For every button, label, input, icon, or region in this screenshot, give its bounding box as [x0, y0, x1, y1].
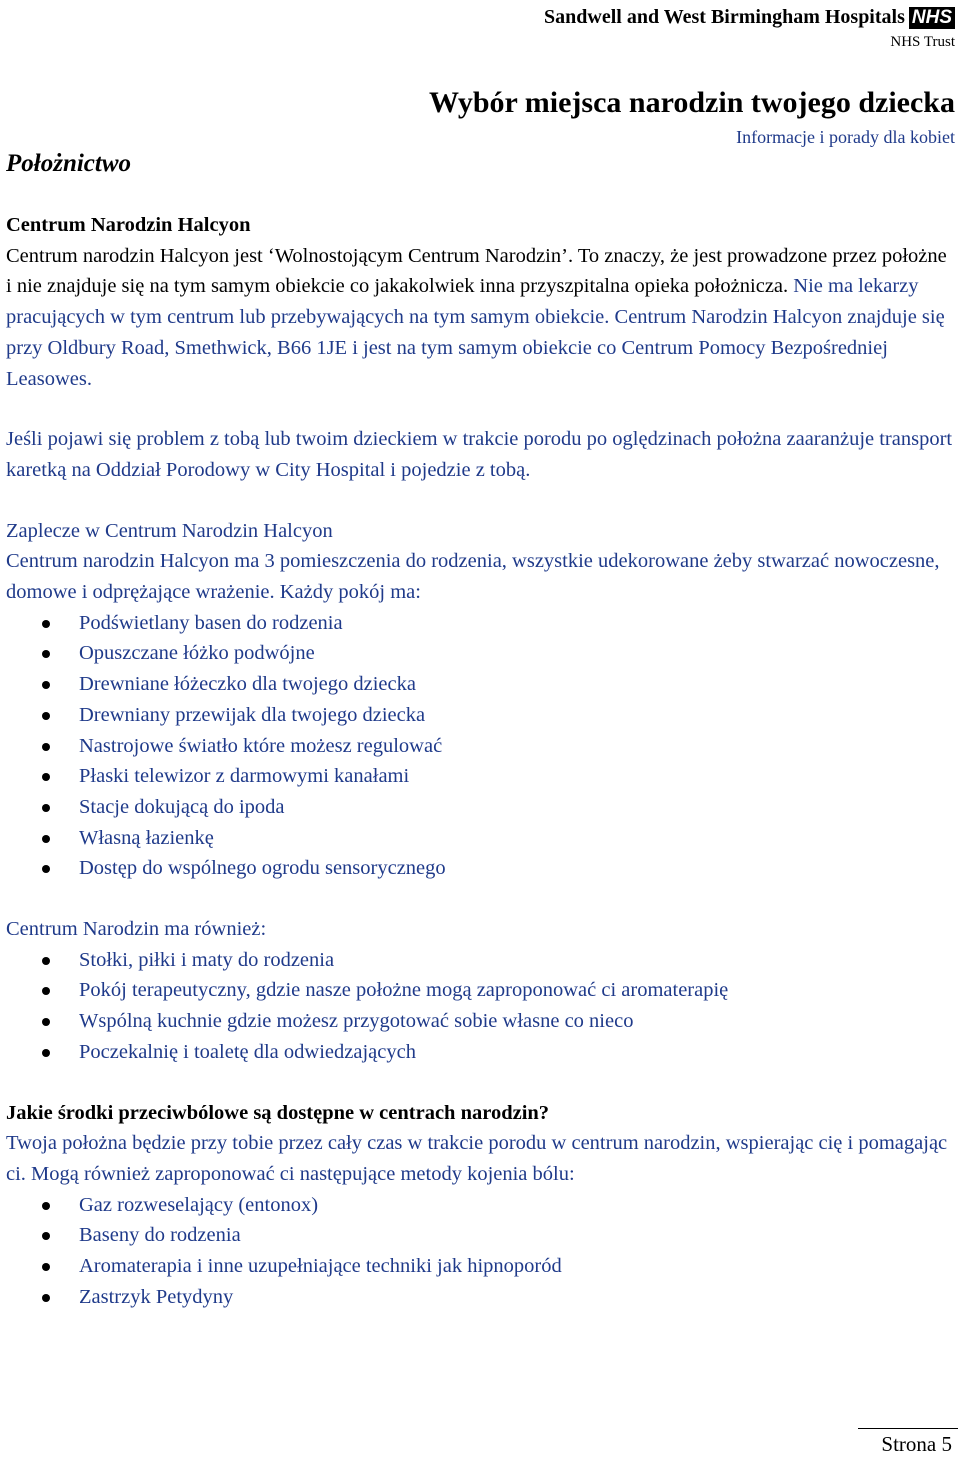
list-item [6, 761, 956, 792]
bullet-icon [42, 1018, 50, 1026]
bullet-icon [42, 835, 50, 843]
pain-relief-list [6, 1190, 956, 1313]
list-item [6, 1006, 956, 1037]
nhs-logo: NHS [909, 7, 955, 29]
bullet-icon [42, 650, 50, 658]
paragraph-pain-relief-intro: Twoja położna będzie przy tobie przez cały czas w trakcie porodu w centrum narodzin, wspierając cię i pomagając ci. Mogą również zaproponować ci następujące metody kojenia bólu: [6, 1132, 948, 1185]
bullet-icon [42, 957, 50, 965]
bullet-icon [42, 773, 50, 781]
org-header [544, 6, 955, 29]
section-heading-halcyon: Centrum Narodzin Halcyon [6, 214, 251, 236]
list-item [6, 608, 956, 639]
list-item-text: Nastrojowe światło które możesz regulować [79, 734, 443, 757]
list-item-text: Zastrzyk Petydyny [79, 1285, 234, 1308]
list-item-text: Gaz rozweselający (entonox) [79, 1193, 319, 1216]
paragraph-halcyon-intro-part3: Centrum Narodzin Halcyon znajduje się przy Oldbury Road, Smethwick, B66 1JE i jest na tym samym obiekcie co Centrum Pomocy Bezpośredniej Leasowes. [6, 306, 945, 390]
list-item-text: Opuszczane łóżko podwójne [79, 642, 315, 665]
paragraph-halcyon-intro [6, 241, 956, 395]
document-title: Wybór miejsca narodzin twojego dziecka [428, 86, 955, 119]
document-subtitle: Informacje i porady dla kobiet [736, 127, 955, 147]
list-item [6, 1037, 956, 1068]
list-item [6, 853, 956, 884]
bullet-icon [42, 1263, 50, 1271]
list-item [6, 945, 956, 976]
bullet-icon [42, 1202, 50, 1210]
list-item [6, 823, 956, 854]
list-item-text: Pokój terapeutyczny, gdzie nasze położne mogą zaproponować ci aromaterapię [79, 979, 729, 1002]
list-item [6, 700, 956, 731]
extra-facilities-list [6, 945, 956, 1068]
list-item [6, 1220, 956, 1251]
list-item-text: Podświetlany basen do rodzenia [79, 611, 343, 634]
trust-name: NHS Trust [890, 34, 955, 50]
section-heading-pain-relief: Jakie środki przeciwbólowe są dostępne w centrach narodzin? [6, 1101, 550, 1124]
list-item [6, 975, 956, 1006]
list-item [6, 1251, 956, 1282]
list-item-text: Stołki, piłki i maty do rodzenia [79, 948, 335, 971]
bullet-icon [42, 620, 50, 628]
org-name: Sandwell and West Birmingham Hospitals [544, 6, 905, 28]
list-item-text: Stacje dokującą do ipoda [79, 795, 285, 818]
list-item-text: Baseny do rodzenia [79, 1224, 241, 1247]
footer-divider [858, 1428, 958, 1429]
list-item [6, 669, 956, 700]
page-number: Strona 5 [881, 1432, 952, 1456]
list-item-text: Wspólną kuchnie gdzie możesz przygotować sobie własne co nieco [79, 1010, 634, 1033]
list-item [6, 638, 956, 669]
also-heading: Centrum Narodzin ma również: [6, 918, 267, 941]
list-item [6, 731, 956, 762]
list-item [6, 1190, 956, 1221]
bullet-icon [42, 865, 50, 873]
bullet-icon [42, 987, 50, 995]
section-heading-facilities: Zaplecze w Centrum Narodzin Halcyon [6, 519, 333, 542]
list-item-text: Drewniany przewijak dla twojego dziecka [79, 703, 426, 726]
department-label: Położnictwo [6, 150, 132, 177]
list-item-text: Płaski telewizor z darmowymi kanałami [79, 765, 410, 788]
room-features-list [6, 608, 956, 884]
bullet-icon [42, 712, 50, 720]
paragraph-halcyon-intro-part1: Centrum narodzin Halcyon jest ‘Wolnostojącym Centrum Narodzin’. To znaczy, że jest prowadzone przez położne i nie znajduje się na tym samym obiekcie co jakakolwiek inna przyszpitalna opieka położnicza. [6, 244, 947, 298]
paragraph-halcyon-intro-part2: Nie ma lekarzy pracujących w tym centrum lub przebywających na tym samym obiekcie. [6, 275, 919, 329]
bullet-icon [42, 1049, 50, 1057]
list-item [6, 1282, 956, 1313]
bullet-icon [42, 804, 50, 812]
list-item-text: Dostęp do wspólnego ogrodu sensorycznego [79, 857, 446, 880]
paragraph-transfer: Jeśli pojawi się problem z tobą lub twoim dzieckiem w trakcie porodu po oględzinach położna zaaranżuje transport karetką na Oddział Porodowy w City Hospital i pojedzie z tobą. [6, 428, 953, 481]
list-item-text: Poczekalnię i toaletę dla odwiedzających [79, 1040, 416, 1063]
list-item-text: Własną łazienkę [79, 826, 214, 849]
list-item [6, 792, 956, 823]
list-item-text: Drewniane łóżeczko dla twojego dziecka [79, 673, 416, 696]
document-body [6, 210, 956, 1313]
paragraph-facilities-intro: Centrum narodzin Halcyon ma 3 pomieszczenia do rodzenia, wszystkie udekorowane żeby stwarzać nowoczesne, domowe i odprężające wrażenie. Każdy pokój ma: [6, 550, 940, 604]
bullet-icon [42, 743, 50, 751]
bullet-icon [42, 1232, 50, 1240]
bullet-icon [42, 1294, 50, 1302]
list-item-text: Aromaterapia i inne uzupełniające techniki jak hipnoporód [79, 1255, 562, 1278]
bullet-icon [42, 681, 50, 689]
